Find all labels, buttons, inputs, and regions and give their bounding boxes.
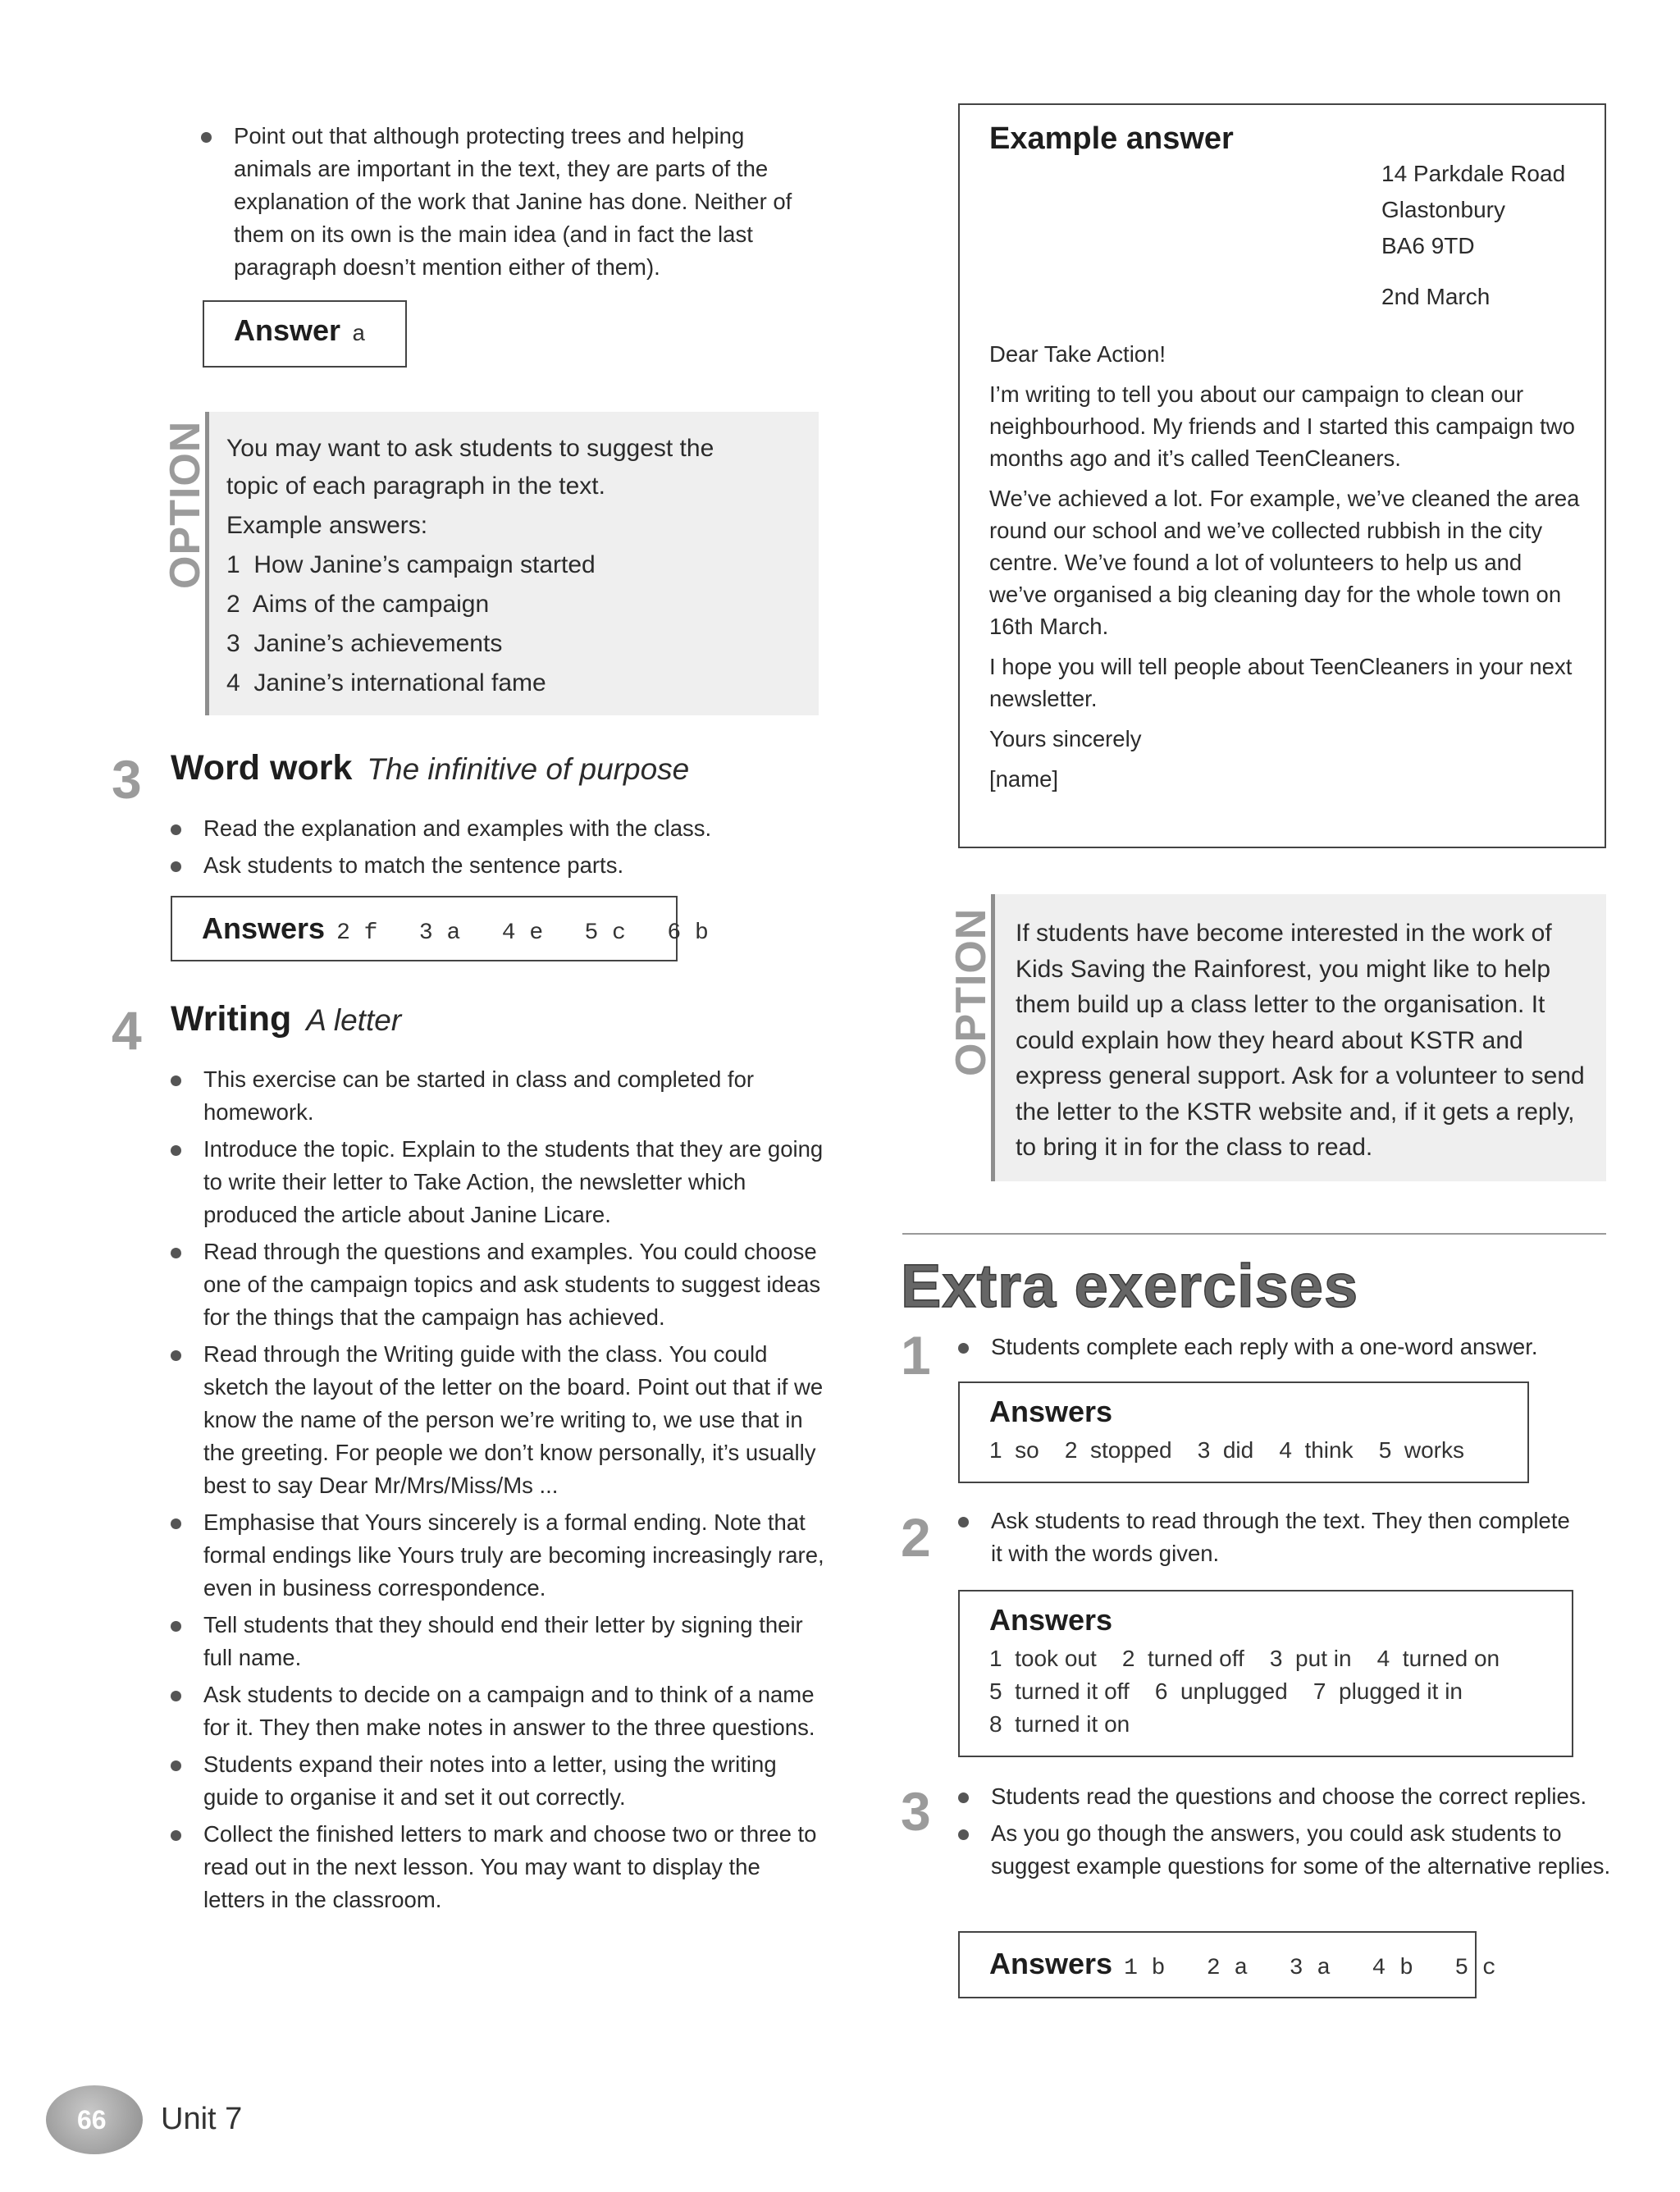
letter-paragraph: Yours sincerely — [989, 726, 1142, 751]
list-item: Tell students that they should end their letter by signing their full name. — [171, 1609, 827, 1674]
answer-title: Answer — [234, 313, 341, 347]
option-text: If students have become interested in the work of Kids Saving the Rainforest, you might like to help them build up a class letter to the organisation. It could explain how they heard about KSTR and express general support. Ask for a volunteer to send the letter to the KSTR website and, if it gets a reply, to bring it in for the class to read. — [1016, 920, 1585, 1161]
list-item: Point out that although protecting trees and helping animals are important in the text, they are parts of the explanation of the work that Janine has done. Neither of them on its own is the main idea (and in fact the last paragraph doesn’t mention either of them). — [201, 120, 824, 284]
section3-bullets — [171, 812, 827, 886]
list-item: As you go though the answers, you could ask students to suggest example questions for some of the alternative replies. — [958, 1817, 1614, 1883]
section-subtitle: The infinitive of purpose — [367, 752, 690, 786]
list-item: Ask students to match the sentence parts. — [171, 849, 827, 882]
answers-title: Answers — [202, 911, 326, 945]
letter-paragraph: I’m writing to tell you about our campaign to clean our neighbourhood. My friends and I started this campaign two months ago and it’s called TeenCleaners. — [989, 381, 1575, 471]
exercise-number: 3 — [901, 1781, 931, 1842]
address — [1381, 156, 1565, 315]
exercise3-bullets — [958, 1780, 1614, 1887]
unit-label: Unit 7 — [161, 2102, 243, 2136]
option-line: 1 How Janine’s campaign started — [226, 551, 596, 578]
option-label: OPTION — [947, 907, 995, 1076]
list-item: Students expand their notes into a letter, using the writing guide to organise it and set it out correctly. — [171, 1748, 827, 1814]
section-subtitle: A letter — [306, 1003, 402, 1037]
intro-bullets — [201, 120, 824, 288]
answers-value: 2 f 3 a 4 e 5 c 6 b — [336, 920, 709, 946]
list-item: Introduce the topic. Explain to the students that they are going to write their letter to Take Action, the newsletter which produced the article about Janine Licare. — [171, 1133, 827, 1231]
letter-paragraph: I hope you will tell people about TeenCleaners in your next newsletter. — [989, 654, 1573, 711]
example-answer-box — [958, 103, 1606, 848]
section-number: 4 — [112, 1000, 142, 1061]
answers-box — [958, 1381, 1529, 1483]
letter-body — [989, 338, 1580, 803]
answers-line: 8 turned it on — [989, 1711, 1130, 1737]
list-item: Ask students to decide on a campaign and to think of a name for it. They then make notes in answer to the three questions. — [171, 1678, 827, 1744]
answers-title: Answers — [989, 1603, 1113, 1637]
list-item: Collect the finished letters to mark and choose two or three to read out in the next lesson. You may want to display the letters in the classroom. — [171, 1818, 827, 1916]
answers-box — [958, 1931, 1496, 1998]
list-item: Ask students to read through the text. They then complete it with the words given. — [958, 1505, 1582, 1570]
example-title: Example answer — [989, 121, 1234, 156]
answers-line: 1 took out 2 turned off 3 put in 4 turned on — [989, 1646, 1500, 1671]
list-item: Read through the questions and examples. You could choose one of the campaign topics and ask students to suggest ideas for the things that the campaign has achieved. — [171, 1235, 827, 1334]
section-heading — [171, 999, 401, 1039]
address-line: BA6 9TD — [1381, 233, 1475, 258]
option-line: 2 Aims of the campaign — [226, 591, 490, 618]
section-divider — [902, 1233, 1606, 1235]
section-number: 3 — [112, 749, 142, 810]
list-item: Students complete each reply with a one-word answer. — [958, 1331, 1614, 1363]
letter-paragraph: Dear Take Action! — [989, 341, 1166, 367]
extra-exercises-title: Extra exercises — [901, 1252, 1359, 1320]
list-item: Emphasise that Yours sincerely is a formal ending. Note that formal endings like Yours truly are becoming increasingly rare, even in business correspondence. — [171, 1506, 827, 1605]
answer-box — [203, 300, 407, 368]
option-label: OPTION — [162, 420, 209, 589]
exercise1-bullets — [958, 1331, 1614, 1368]
list-item: Read through the Writing guide with the class. You could sketch the layout of the letter on the board. Point out that if we know the name of the person we’re writing to, we use that in the greeting. For people we don’t know personally, it’s usually best to say Dear Mr/Mrs/Miss/Ms ... — [171, 1338, 827, 1502]
section-title: Writing — [171, 999, 292, 1039]
answer-value: a — [352, 322, 366, 348]
letter-date: 2nd March — [1381, 284, 1491, 309]
option-line: topic of each paragraph in the text. — [226, 473, 605, 500]
option-line: 3 Janine’s achievements — [226, 630, 503, 657]
address-line: 14 Parkdale Road — [1381, 161, 1566, 186]
answers-title: Answers — [989, 1947, 1113, 1980]
answers-line: 5 turned it off 6 unplugged 7 plugged it in — [989, 1678, 1463, 1704]
option-text — [226, 430, 801, 702]
answers-title: Answers — [989, 1395, 1113, 1428]
exercise2-bullets — [958, 1505, 1582, 1574]
letter-paragraph: We’ve achieved a lot. For example, we’ve cleaned the area round our school and we’ve collected rubbish in the city centre. We’ve found a lot of volunteers to help us and we’ve organised a big cleaning day for the whole town on 16th March. — [989, 486, 1580, 639]
section4-bullets — [171, 1063, 827, 1920]
list-item: Read the explanation and examples with the class. — [171, 812, 827, 845]
exercise-number: 2 — [901, 1507, 931, 1568]
answers-box — [171, 896, 709, 961]
option-line: 4 Janine’s international fame — [226, 669, 546, 696]
answers-line: 1 so 2 stopped 3 did 4 think 5 works — [989, 1437, 1464, 1463]
answers-value: 1 b 2 a 3 a 4 b 5 c — [1124, 1956, 1496, 1981]
answers-box — [958, 1590, 1573, 1757]
exercise-number: 1 — [901, 1325, 931, 1386]
option-line: Example answers: — [226, 512, 428, 539]
section-heading — [171, 748, 689, 788]
section-title: Word work — [171, 748, 353, 788]
list-item: This exercise can be started in class and completed for homework. — [171, 1063, 827, 1129]
page-number: 66 — [77, 2105, 107, 2135]
address-line: Glastonbury — [1381, 197, 1505, 222]
option-line: You may want to ask students to suggest the — [226, 435, 714, 462]
letter-paragraph: [name] — [989, 766, 1059, 792]
list-item: Students read the questions and choose the correct replies. — [958, 1780, 1614, 1813]
